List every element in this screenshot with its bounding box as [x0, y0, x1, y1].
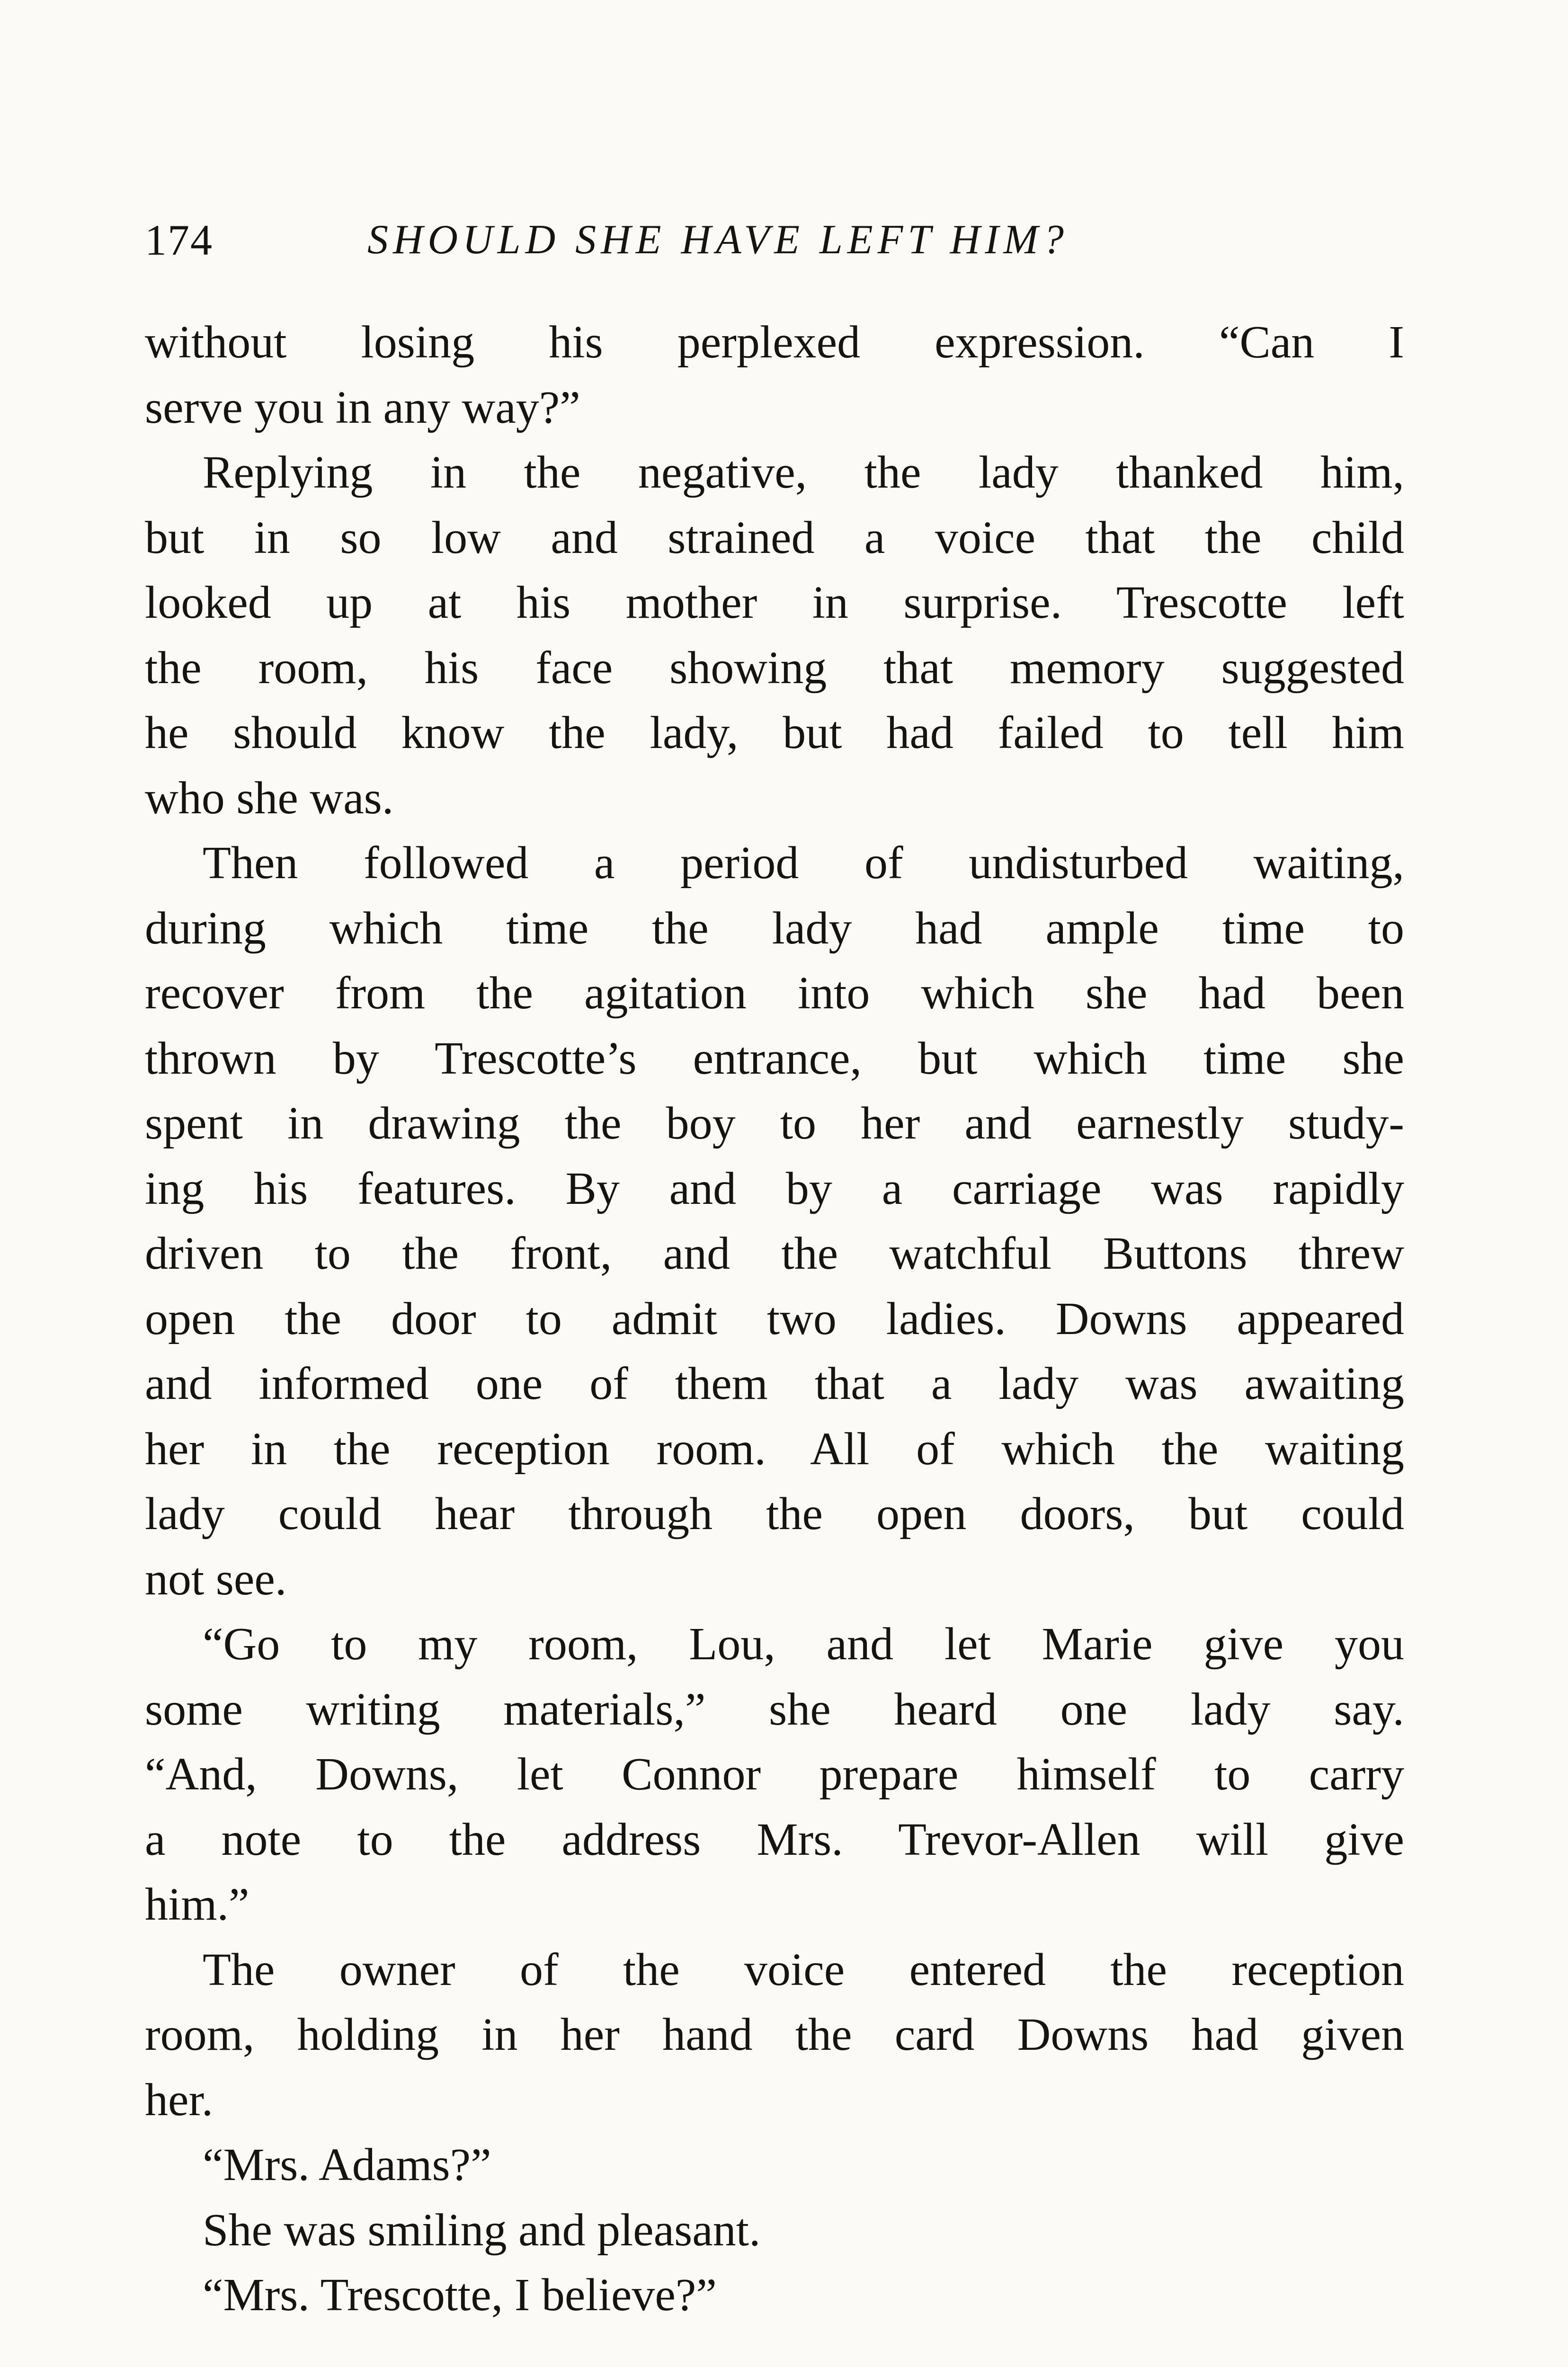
text-line: “Go to my room, Lou, and let Marie give you — [203, 1619, 1404, 1670]
text-line: lady could hear through the open doors, but could — [145, 1488, 1404, 1539]
text-line: ing his features. By and by a carriage was rapidly — [145, 1163, 1404, 1214]
text-line: some writing materials,” she heard one lady say. — [145, 1683, 1404, 1735]
text-line: a note to the address Mrs. Trevor-Allen will give — [145, 1814, 1404, 1865]
text-line: and informed one of them that a lady was awaiting — [145, 1358, 1404, 1409]
text-line: not see. — [145, 1553, 287, 1605]
body-text — [145, 310, 1404, 2328]
text-line: room, holding in her hand the card Downs had given — [145, 2009, 1404, 2060]
running-head — [145, 209, 1404, 271]
text-line: her in the reception room. All of which the waiting — [145, 1423, 1404, 1475]
text-line: thrown by Trescotte’s entrance, but which time she — [145, 1032, 1404, 1084]
text-line: recover from the agitation into which she had been — [145, 968, 1404, 1019]
text-line: who she was. — [145, 772, 394, 824]
text-line: he should know the lady, but had failed to tell him — [145, 707, 1404, 758]
running-title: SHOULD SHE HAVE LEFT HIM? — [367, 217, 1069, 263]
page-number: 174 — [145, 216, 213, 264]
text-line: “And, Downs, let Connor prepare himself to carry — [145, 1749, 1404, 1800]
text-line: him.” — [145, 1879, 249, 1930]
text-line: The owner of the voice entered the reception — [203, 1944, 1404, 1995]
text-line: serve you in any way?” — [145, 382, 580, 433]
text-line: her. — [145, 2074, 214, 2126]
text-line: “Mrs. Trescotte, I believe?” — [203, 2269, 717, 2321]
text-line: looked up at his mother in surprise. Trescotte left — [145, 577, 1404, 628]
text-line: without losing his perplexed expression. “Can I — [145, 317, 1404, 368]
text-line: open the door to admit two ladies. Downs appeared — [145, 1293, 1404, 1344]
text-line: during which time the lady had ample time to — [145, 902, 1404, 954]
text-line: Replying in the negative, the lady thanked him, — [203, 447, 1404, 498]
text-line: “Mrs. Adams?” — [203, 2139, 491, 2190]
text-line: She was smiling and pleasant. — [203, 2204, 761, 2256]
text-line: spent in drawing the boy to her and earnestly study- — [145, 1098, 1404, 1149]
text-line: Then followed a period of undisturbed waiting, — [203, 837, 1404, 889]
text-line: but in so low and strained a voice that the child — [145, 512, 1404, 563]
text-line: the room, his face showing that memory suggested — [145, 642, 1404, 694]
text-line: driven to the front, and the watchful Buttons threw — [145, 1228, 1404, 1279]
